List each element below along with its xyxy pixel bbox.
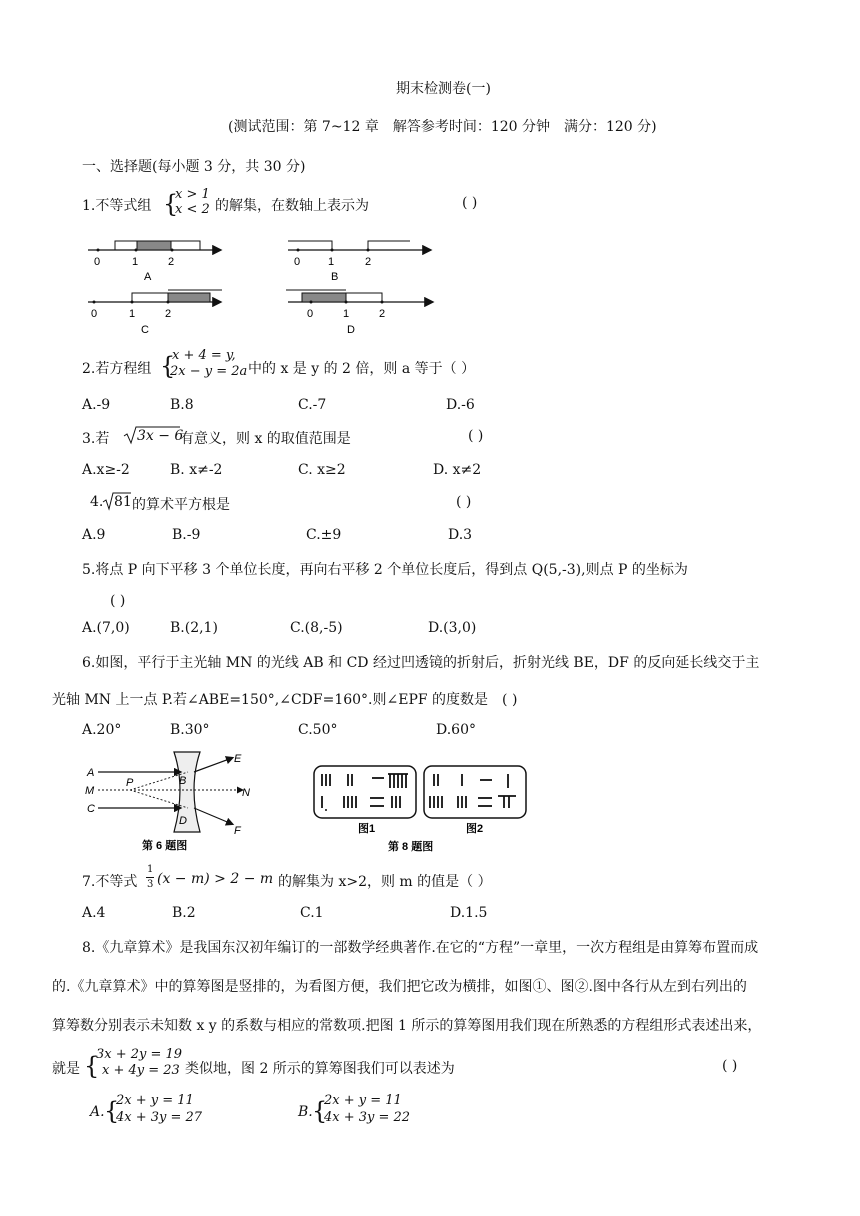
q4-option-a: A.9 [82,527,106,543]
q7-option-d: D.1.5 [450,905,488,921]
fig-label-c: C [141,324,149,336]
q2-option-c: C.-7 [298,397,327,413]
q4-suffix: 的算术平方根是 [132,497,230,513]
q6-option-d: D.60° [436,722,476,738]
fig-label-d: D [347,324,355,336]
q2-prefix: 2.若方程组 [82,361,152,377]
q8-option-a-line2: 4x + 3y = 27 [116,1110,203,1125]
fig6-caption: 第 6 题图 [142,840,188,852]
q4-prefix: 4. [90,494,104,510]
a-tick-2: 2 [168,256,175,268]
figure-6-lens [82,748,272,854]
fig6-letter-n: N [242,787,250,799]
fig6-letter-d: D [179,815,187,827]
q8-option-a-brace: { [104,1097,120,1125]
q2-option-a: A.-9 [82,397,111,413]
q6-line2: 光轴 MN 上一点 P.若∠ABE=150°,∠CDF=160°.则∠EPF 的度数是 ( ) [52,692,518,708]
d-tick-0: 0 [307,308,314,320]
d-tick-1: 1 [343,308,350,320]
c-tick-0: 0 [91,308,98,320]
fig-label-b: B [331,271,339,283]
q7-prefix: 7.不等式 [82,874,138,890]
q4-option-c: C.±9 [306,527,342,543]
q4-bracket: ( ) [456,494,472,510]
numberline-d [286,290,432,336]
q1-number-lines [80,230,440,340]
q1-sys-line1: x > 1 [175,187,210,202]
q7-suffix: 的解集为 x>2，则 m 的值是（ ） [278,874,492,890]
fig-label-a: A [144,271,152,283]
q8-option-a-line1: 2x + y = 11 [116,1093,194,1108]
q1-prefix: 1.不等式组 [82,198,152,214]
q3-radical: 3x − 6 [137,428,184,444]
q7-frac-den: 3 [147,879,154,890]
fig8-label-1: 图1 [358,823,376,835]
q3-prefix: 3.若 [82,431,110,447]
q7-frac-num: 1 [147,864,154,875]
a-tick-1: 1 [132,256,139,268]
q2-sys-line2: 2x − y = 2a [170,364,248,379]
q7-option-c: C.1 [300,905,324,921]
numberline-b [288,241,430,283]
q5-option-a: A.(7,0) [82,620,130,636]
numberline-a [88,241,220,283]
fig6-letter-m: M [85,785,95,797]
q5-text: 5.将点 P 向下平移 3 个单位长度，再向右平移 2 个单位长度后，得到点 Q(5,-3),则点 P 的坐标为 [82,562,688,578]
fig8-label-2: 图2 [466,823,484,835]
q8-line3: 算筹数分别表示未知数 x y 的系数与相应的常数项.把图 1 所示的算筹图用我们现在所熟悉的方程组形式表述出来， [52,1018,762,1034]
q6-option-c: C.50° [298,722,338,738]
q1-bracket: ( ) [462,195,478,211]
q8-line4-prefix: 就是 [52,1061,80,1077]
c-tick-2: 2 [165,308,172,320]
q5-option-b: B.(2,1) [170,620,218,636]
q7-frac-bar [146,877,154,878]
q2-option-b: B.8 [170,397,194,413]
q8-line1: 8.《九章算术》是我国东汉初年编订的一部数学经典著作.在它的“方程”一章里，一次方程组是由算筹布置而成 [82,940,759,956]
q2-sys-line1: x + 4 = y, [172,348,236,363]
q6-option-a: A.20° [82,722,122,738]
page-title: 期末检测卷(一) [396,81,491,97]
q5-option-c: C.(8,-5) [290,620,343,636]
q3-bracket: ( ) [468,428,484,444]
q3-option-c: C. x≥2 [298,462,346,478]
q8-option-b-brace: { [312,1097,328,1125]
q1-suffix: 的解集，在数轴上表示为 [215,198,369,214]
q3-option-d: D. x≠2 [433,462,482,478]
q2-brace: { [160,352,176,380]
q8-option-b-label: B. [298,1104,313,1120]
q4-option-d: D.3 [448,527,473,543]
fig6-letter-p: P [126,777,134,789]
q5-option-d: D.(3,0) [428,620,477,636]
q8-brace: { [84,1052,100,1080]
fig6-letter-a: A [87,767,95,779]
b-tick-1: 1 [328,256,335,268]
q3-option-b: B. x≠-2 [170,462,223,478]
q7-option-a: A.4 [82,905,106,921]
q6-line1: 6.如图，平行于主光轴 MN 的光线 AB 和 CD 经过凹透镜的折射后，折射光线 BE，DF 的反向延长线交于主 [82,655,760,671]
q8-line4-suffix: 类似地，图 2 所示的算筹图我们可以表述为 [185,1061,455,1077]
c-tick-1: 1 [129,308,136,320]
fig8-caption: 第 8 题图 [388,841,434,853]
figure-8-counting-rods [312,762,534,856]
b-tick-2: 2 [365,256,372,268]
numberline-c [88,290,222,336]
q2-option-d: D.-6 [446,397,475,413]
q8-bracket: ( ) [722,1058,738,1074]
fig6-letter-c: C [87,803,95,815]
q2-suffix: 中的 x 是 y 的 2 倍，则 a 等于（ ） [248,361,476,377]
q6-option-b: B.30° [170,722,210,738]
d-tick-2: 2 [379,308,386,320]
q8-option-b-line2: 4x + 3y = 22 [324,1110,411,1125]
q8-line2: 的.《九章算术》中的算筹图是竖排的，为看图方便，我们把它改为横排，如图①、图②.图中各行从左到右列出的 [52,979,747,995]
q5-bracket: ( ) [110,593,126,609]
section-heading: 一、选择题(每小题 3 分，共 30 分) [82,159,306,175]
q3-suffix: 有意义，则 x 的取值范围是 [180,431,351,447]
a-tick-0: 0 [94,256,101,268]
page-subtitle: (测试范围：第 7~12 章 解答参考时间：120 分钟 满分：120 分) [228,119,657,135]
fig6-letter-f: F [234,825,241,837]
q8-sys-line1: 3x + 2y = 19 [96,1047,183,1062]
q8-sys-line2: x + 4y = 23 [102,1063,180,1078]
q7-expr: (x − m) > 2 − m [157,871,274,887]
q4-radical: 81 [114,494,132,510]
q8-option-b-line1: 2x + y = 11 [324,1093,402,1108]
q1-sys-line2: x < 2 [175,202,210,217]
q7-option-b: B.2 [172,905,196,921]
q4-option-b: B.-9 [172,527,201,543]
b-tick-0: 0 [294,256,301,268]
q8-option-a-label: A. [90,1104,105,1120]
q1-brace: { [163,190,179,218]
q3-option-a: A.x≥-2 [82,462,130,478]
fig6-letter-e: E [234,753,242,765]
fig6-letter-b: B [179,775,187,787]
